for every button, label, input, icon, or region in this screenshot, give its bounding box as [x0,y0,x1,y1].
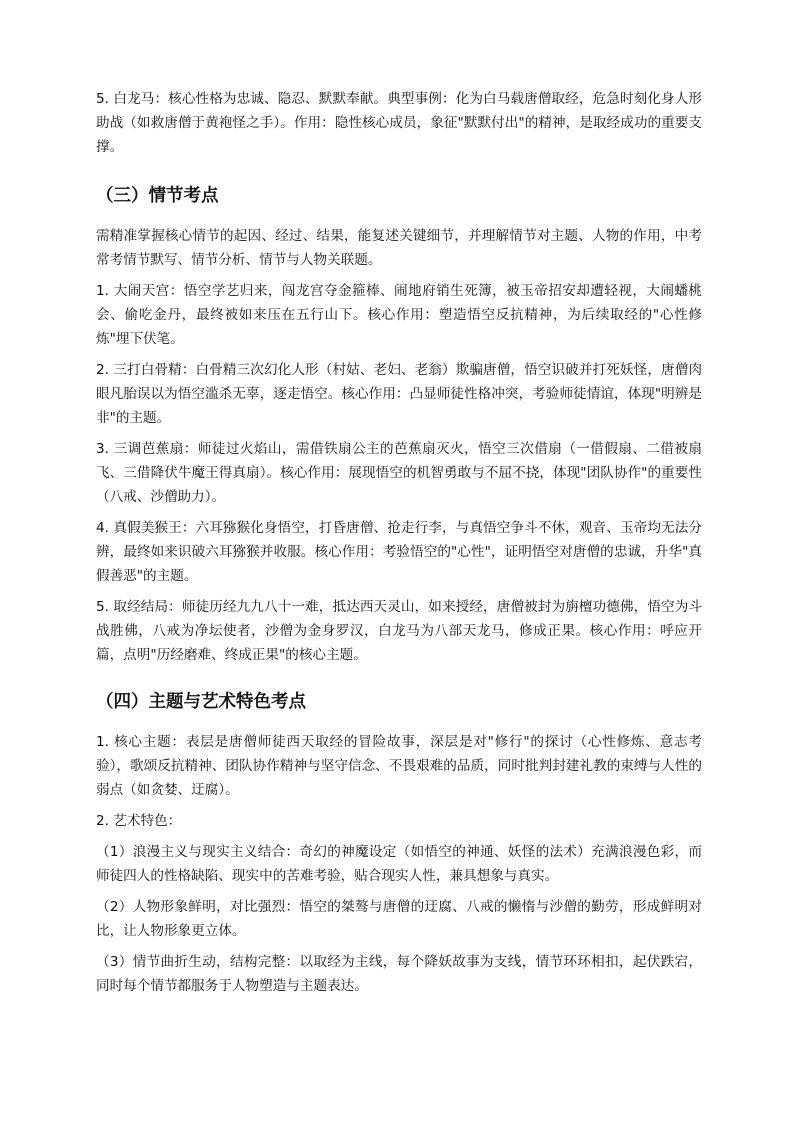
plot-item-5: 5. 取经结局：师徒历经九九八十一难，抵达西天灵山，如来授经，唐僧被封为旃檀功德佛，悟空为斗战胜佛，八戒为净坛使者，沙僧为金身罗汉，白龙马为八部天龙马，修成正果。核心作用：呼应开篇，点明"历经磨难、终成正果"的核心主题。 [96,599,702,663]
plot-item-2: 2. 三打白骨精：白骨精三次幻化人形（村姑、老妇、老翁）欺骗唐僧，悟空识破并打死妖怪，唐僧肉眼凡胎误以为悟空滥杀无辜，逐走悟空。核心作用：凸显师徒性格冲突，考验师徒情谊，体现"明辨是非"的主题。 [96,362,702,426]
intro-paragraph: 5. 白龙马：核心性格为忠诚、隐忍、默默奉献。典型事例：化为白马载唐僧取经，危急时刻化身人形助战（如救唐僧于黄袍怪之手）。作用：隐性核心成员，象征"默默付出"的精神，是取经成功的重要支撑。 [96,91,702,155]
plot-item-1: 1. 大闹天宫：悟空学艺归来，闯龙宫夺金箍棒、闹地府销生死簿，被玉帝招安却遭轻视，大闹蟠桃会、偷吃金丹，最终被如来压在五行山下。核心作用：塑造悟空反抗精神，为后续取经的"心性修炼"埋下伏笔。 [96,283,702,347]
plot-item-4: 4. 真假美猴王：六耳猕猴化身悟空，打昏唐僧、抢走行李，与真悟空争斗不休，观音、玉帝均无法分辨，最终如来识破六耳猕猴并收服。核心作用：考验悟空的"心性"，证明悟空对唐僧的忠诚，升华"真假善恶"的主题。 [96,520,702,584]
theme-item-2-1: （1）浪漫主义与现实主义结合：奇幻的神魔设定（如悟空的神通、妖怪的法术）充满浪漫色彩，而师徒四人的性格缺陷、现实中的苦难考验，贴合现实人性，兼具想象与真实。 [96,844,702,884]
theme-item-2: 2. 艺术特色： [96,813,182,829]
section-heading-plot: （三）情节考点 [96,186,219,206]
theme-item-1: 1. 核心主题：表层是唐僧师徒西天取经的冒险故事，深层是对"修行"的探讨（心性修炼、意志考验），歌颂反抗精神、团队协作精神与坚守信念、不畏艰难的品质，同时批判封建礼教的束缚与人性的弱点（如贪婪、迂腐）。 [96,734,702,798]
document-page [96,87,702,1005]
theme-item-2-2: （2）人物形象鲜明，对比强烈：悟空的桀骜与唐僧的迂腐、八戒的懒惰与沙僧的勤劳，形成鲜明对比，让人物形象更立体。 [96,899,702,939]
section-heading-theme: （四）主题与艺术特色考点 [96,692,306,712]
plot-item-3: 3. 三调芭蕉扇：师徒过火焰山，需借铁扇公主的芭蕉扇灭火，悟空三次借扇（一借假扇、二借被扇飞、三借降伏牛魔王得真扇）。核心作用：展现悟空的机智勇敢与不屈不挠，体现"团队协作"的重要性（八戒、沙僧助力）。 [96,441,702,505]
theme-item-2-3: （3）情节曲折生动，结构完整：以取经为主线，每个降妖故事为支线，情节环环相扣，起伏跌宕，同时每个情节都服务于人物塑造与主题表达。 [96,954,702,994]
section-intro-plot: 需精准掌握核心情节的起因、经过、结果，能复述关键细节，并理解情节对主题、人物的作用，中考常考情节默写、情节分析、情节与人物关联题。 [96,228,702,268]
